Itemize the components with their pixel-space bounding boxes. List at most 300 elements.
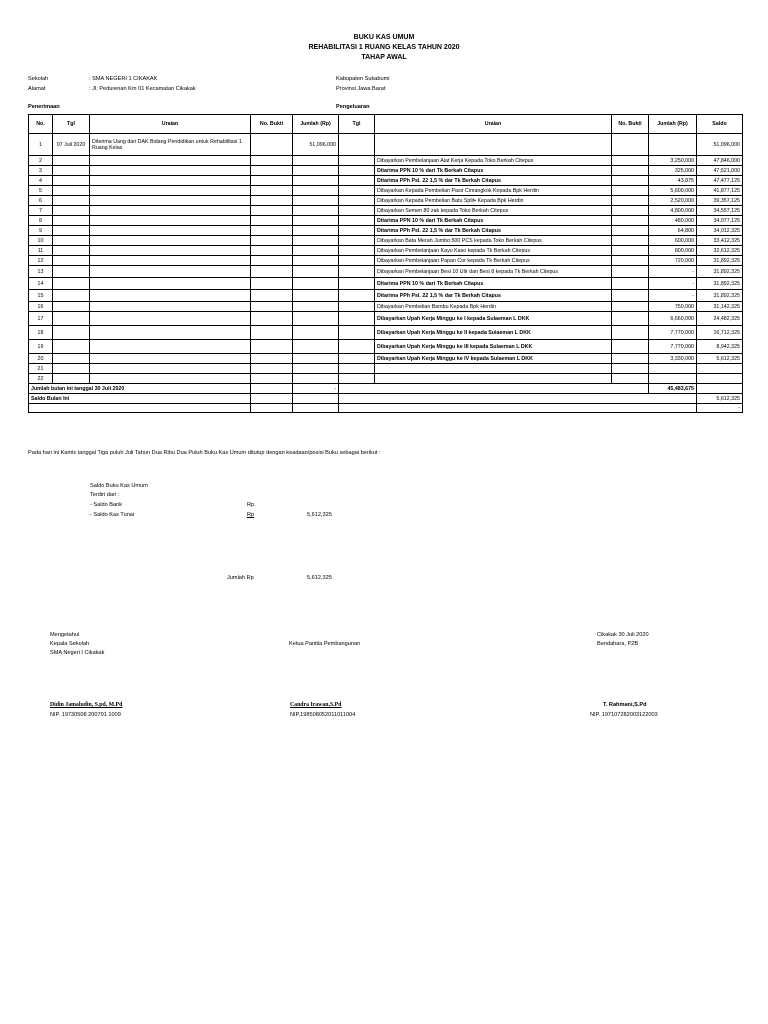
receipt-description [90,176,251,186]
table-row [29,374,743,384]
table-row [29,186,743,196]
kabupaten: Kabupaten Sukabumi [336,76,390,82]
expense-description: Ditarima PPN 10 % dari Tk Berkah Citapus [375,278,612,290]
expense-date [339,226,375,236]
saldo-tunai-rp [247,512,333,518]
table-header-row [29,115,743,134]
receipt-description [90,186,251,196]
receipt-date [53,340,90,354]
expense-proof-no [612,354,649,364]
row-number: 8 [29,216,53,226]
sig-left-line2: Kepala Sekolah [50,641,90,647]
table-row [29,278,743,290]
receipt-date [53,226,90,236]
receipt-date [53,256,90,266]
closing-statement: Pada hari ini Kamis tanggal Tiga puluh Juli Tahun Dua Ribu Dua Puluh Buku Kas Umum ditutup dengan keadaan/posisi Buku sebagai berikut : [28,450,381,456]
balance: 39,357,125 [697,196,743,206]
receipt-amount [293,236,339,246]
row-number: 13 [29,266,53,278]
expense-description [375,364,612,374]
column-header: Uraian [375,115,612,134]
balance: 47,477,125 [697,176,743,186]
expense-amount: 43,875 [649,176,697,186]
table-row [29,246,743,256]
expense-date [339,246,375,256]
sig-right-nip: NIP. 197107282003122003 [590,712,658,718]
receipt-description [90,354,251,364]
expense-proof-no [612,216,649,226]
trailing-empty [293,404,339,413]
receipt-proof-no [251,246,293,256]
receipt-date [53,176,90,186]
receipt-proof-no [251,156,293,166]
expense-date [339,340,375,354]
saldo-value: 5,612,325 [697,394,743,404]
jumlah-total-value: 5,612,325 [307,575,332,581]
expense-proof-no [612,266,649,278]
expense-proof-no [612,206,649,216]
column-header: Tgl [339,115,375,134]
receipt-date [53,186,90,196]
sekolah-value: : SMA NEGERI 1 CIKAKAK [89,76,158,82]
receipt-amount [293,290,339,302]
expense-description: Ditarima PPh Psl. 22 1,5 % dar Tk Berkah Citapus [375,290,612,302]
sig-mid-title: Ketua Panitia Pembangunan [289,641,361,647]
row-number: 15 [29,290,53,302]
expense-date [339,364,375,374]
expense-proof-no [612,196,649,206]
receipt-description [90,278,251,290]
receipt-proof-no [251,290,293,302]
receipt-proof-no [251,256,293,266]
table-row [29,354,743,364]
receipt-date [53,278,90,290]
balance [697,364,743,374]
receipt-proof-no [251,226,293,236]
expense-description: Dibayarkan Upah Kerja Minggu ke I kepada Sulaeman L DKK [375,312,612,326]
row-number: 12 [29,256,53,266]
row-number: 20 [29,354,53,364]
trailing-empty [339,404,697,413]
table-row [29,266,743,278]
row-number: 22 [29,374,53,384]
total-expense: 45,483,675 [649,384,697,394]
receipt-amount [293,166,339,176]
expense-proof-no [612,156,649,166]
jumlah-total-label: Jumlah Rp [227,575,254,581]
total-label: Jumlah bulan ini tanggal 30 Juli 2020 [29,384,251,394]
expense-amount [649,134,697,156]
receipt-description [90,216,251,226]
trailing-row [29,404,743,413]
table-row [29,156,743,166]
expense-date [339,206,375,216]
sig-right-line1: Cikakak 30 Juli 2020 [597,632,649,638]
table-row [29,206,743,216]
table-row [29,312,743,326]
receipt-amount [293,266,339,278]
receipt-proof-no [251,166,293,176]
receipt-proof-no [251,326,293,340]
row-number: 21 [29,364,53,374]
receipt-date [53,156,90,166]
table-row [29,290,743,302]
expense-description: Ditarima PPN 10 % dari Tk Berkah Citapus [375,216,612,226]
expense-date [339,176,375,186]
expense-proof-no [612,340,649,354]
saldo-row [29,394,743,404]
receipt-proof-no [251,302,293,312]
expense-date [339,374,375,384]
receipt-proof-no [251,236,293,246]
receipt-amount [293,302,339,312]
column-header: Uraian [90,115,251,134]
receipt-proof-no [251,266,293,278]
row-number: 10 [29,236,53,246]
receipt-amount [293,156,339,166]
balance: 16,712,325 [697,326,743,340]
balance: 34,077,125 [697,216,743,226]
saldo-tunai-label: - Saldo Kas Tunai [90,512,135,518]
terdiri-label: Terdiri dari : [90,492,120,498]
receipt-date [53,364,90,374]
expense-proof-no [612,176,649,186]
receipt-date [53,354,90,364]
receipt-description [90,266,251,278]
expense-proof-no [612,134,649,156]
table-row [29,166,743,176]
expense-date [339,216,375,226]
table-row [29,302,743,312]
receipt-amount [293,246,339,256]
sig-mid-name: Candra Irawan,S.Pd [290,702,342,708]
receipt-description [90,226,251,236]
expense-description: Dibayarkan Pembelanjaan Papan Cor kepada Tk Berkah Citepus [375,256,612,266]
doc-subtitle: REHABILITASI 1 RUANG KELAS TAHUN 2020 [308,44,460,51]
expense-proof-no [612,278,649,290]
receipt-date [53,246,90,256]
column-header: No. [29,115,53,134]
sig-left-line1: Mengetahui [50,632,80,638]
sig-left-name: Didin Jamaludin, S.pd, M.Pd [50,702,123,708]
expense-date [339,156,375,166]
expense-description: Dibayarkan Semen 80 zak kepada Toko Berkah Citepus [375,206,612,216]
receipt-proof-no [251,340,293,354]
row-number: 5 [29,186,53,196]
receipt-proof-no [251,196,293,206]
expense-proof-no [612,290,649,302]
expense-amount: 7,770,000 [649,340,697,354]
column-header: No. Bukti [612,115,649,134]
expense-date [339,302,375,312]
expense-date [339,354,375,364]
receipt-description [90,312,251,326]
table-row [29,134,743,156]
table-row [29,176,743,186]
expense-amount: 3,330,000 [649,354,697,364]
receipt-date [53,302,90,312]
expense-proof-no [612,312,649,326]
expense-date [339,186,375,196]
expense-description: Dibayarkan Kepada Pembelian Pasir Cimangkok Kepada Bpk Herdin [375,186,612,196]
expense-amount: 720,000 [649,256,697,266]
receipt-amount [293,256,339,266]
expense-amount: 480,000 [649,216,697,226]
expense-description: Dibayarkan Pembelanjaan Kayu Kaso kepada Tk Berkah Citepus [375,246,612,256]
table-row [29,340,743,354]
expense-proof-no [612,166,649,176]
alamat-label: Alamat [28,86,46,92]
receipt-amount [293,216,339,226]
expense-amount: 3,250,000 [649,156,697,166]
receipt-proof-no [251,186,293,196]
receipt-date [53,312,90,326]
column-header: Tgl [53,115,90,134]
balance: 31,892,325 [697,290,743,302]
receipt-description [90,236,251,246]
saldo-tunai-currency: Rp [247,512,255,518]
expense-description: Dibayarkan Bata Merah Jumbo 500 PCS kepada Toko Berkah Citepus [375,236,612,246]
balance: 31,142,325 [697,302,743,312]
receipt-description [90,156,251,166]
expense-proof-no [612,364,649,374]
receipt-description [90,290,251,302]
receipt-date [53,326,90,340]
receipt-description [90,326,251,340]
receipt-amount: 51,096,000 [293,134,339,156]
balance: 5,612,325 [697,354,743,364]
receipt-proof-no [251,278,293,290]
balance: 51,096,000 [697,134,743,156]
trailing-empty [29,404,251,413]
expense-description: Ditarima PPN 10 % dari Tk Berkah Citapus [375,166,612,176]
receipt-date [53,374,90,384]
balance: 34,557,125 [697,206,743,216]
table-row [29,236,743,246]
sig-left-line3: SMA Negeri I Cikakak [50,650,105,656]
row-number: 4 [29,176,53,186]
balance: 32,612,325 [697,246,743,256]
expense-date [339,134,375,156]
row-number: 7 [29,206,53,216]
expense-amount: 7,770,000 [649,326,697,340]
expense-amount: 325,000 [649,166,697,176]
balance: 24,482,325 [697,312,743,326]
expense-date [339,290,375,302]
row-number: 6 [29,196,53,206]
receipt-amount [293,176,339,186]
saldo-empty [339,394,697,404]
pengeluaran-label: Pengeluaran [336,104,370,110]
saldo-empty [251,394,293,404]
expense-date [339,236,375,246]
expense-amount [649,364,697,374]
row-number: 9 [29,226,53,236]
sig-left-nip: NIP. 19730508 200701 1009 [50,712,121,718]
row-number: 11 [29,246,53,256]
total-empty [251,384,293,394]
expense-description: Dibayarkan Pembelanjaan Alat Kerja Kepada Toko Berkah Citepus [375,156,612,166]
expense-date [339,256,375,266]
expense-description: Dibayarkan Upah Kerja Minggu ke II kepada Sulaeman L DKK [375,326,612,340]
balance: 34,012,325 [697,226,743,236]
balance: 47,521,000 [697,166,743,176]
receipt-amount [293,354,339,364]
doc-stage: TAHAP AWAL [361,54,407,61]
expense-amount: 4,800,000 [649,206,697,216]
receipt-description [90,256,251,266]
table-row [29,196,743,206]
table-row [29,226,743,236]
balance: 33,412,325 [697,236,743,246]
receipt-amount [293,278,339,290]
expense-description [375,374,612,384]
sig-right-name: T. Rahmani,S.Pd [603,702,647,708]
table-row [29,326,743,340]
expense-date [339,326,375,340]
receipt-date: 07 Juli 2020 [53,134,90,156]
receipt-date [53,236,90,246]
column-header: Saldo [697,115,743,134]
row-number: 2 [29,156,53,166]
receipt-date [53,166,90,176]
expense-date [339,312,375,326]
receipt-amount [293,186,339,196]
receipt-amount [293,312,339,326]
expense-proof-no [612,302,649,312]
row-number: 18 [29,326,53,340]
expense-description: Ditarima PPh Psl. 22 1,5 % dar Tk Berkah Citapus [375,176,612,186]
expense-amount: - [649,278,697,290]
expense-description: Dibayarkan Upah Kerja Minggu ke IV kepada Sulaeman L DKK [375,354,612,364]
total-row [29,384,743,394]
row-number: 17 [29,312,53,326]
receipt-date [53,206,90,216]
expense-description [375,134,612,156]
provinsi: Provinsi Jawa Barat [336,86,386,92]
receipt-description [90,374,251,384]
receipt-amount [293,374,339,384]
receipt-amount [293,326,339,340]
expense-proof-no [612,236,649,246]
trailing-dash: - [697,404,743,413]
expense-amount: 6,660,000 [649,312,697,326]
expense-description: Ditarima PPh Psl. 22 1,5 % dar Tk Berkah Citapus [375,226,612,236]
expense-date [339,278,375,290]
receipt-amount [293,340,339,354]
sig-mid-nip: NIP.198508052011011004 [290,712,356,718]
table-row [29,216,743,226]
receipt-proof-no [251,364,293,374]
balance: 31,892,325 [697,256,743,266]
receipt-proof-no [251,216,293,226]
receipt-amount [293,196,339,206]
receipt-amount [293,364,339,374]
column-header: No. Bukti [251,115,293,134]
row-number: 14 [29,278,53,290]
expense-proof-no [612,326,649,340]
total-receipt: - [293,384,339,394]
receipt-proof-no [251,312,293,326]
column-header: Jumlah (Rp) [293,115,339,134]
receipt-description [90,246,251,256]
expense-amount: 600,000 [649,236,697,246]
expense-date [339,196,375,206]
receipt-description [90,196,251,206]
row-number: 19 [29,340,53,354]
receipt-date [53,290,90,302]
receipt-amount [293,206,339,216]
receipt-date [53,196,90,206]
receipt-description [90,206,251,216]
saldo-bank-label: - Saldo Bank [90,502,123,508]
receipt-proof-no [251,134,293,156]
expense-proof-no [612,374,649,384]
column-header: Jumlah (Rp) [649,115,697,134]
expense-proof-no [612,246,649,256]
expense-date [339,166,375,176]
receipt-proof-no [251,354,293,364]
row-number: 16 [29,302,53,312]
balance: 31,892,325 [697,266,743,278]
expense-amount: 2,520,000 [649,196,697,206]
table-row [29,364,743,374]
expense-description: Dibayarkan Pembelian Bambu Kepada Bpk Herdin [375,302,612,312]
receipt-proof-no [251,206,293,216]
expense-amount: 5,600,000 [649,186,697,196]
saldo-bank-rp: Rp. [247,502,256,508]
expense-amount: 64,800 [649,226,697,236]
receipt-amount [293,226,339,236]
expense-proof-no [612,256,649,266]
total-empty [339,384,649,394]
expense-proof-no [612,186,649,196]
expense-amount [649,374,697,384]
receipt-proof-no [251,374,293,384]
table-row [29,256,743,266]
saldo-buku-label: Saldo Buku Kas Umum [90,483,148,489]
saldo-empty [293,394,339,404]
expense-amount: 750,000 [649,302,697,312]
receipt-proof-no [251,176,293,186]
receipt-date [53,216,90,226]
saldo-label: Saldo Bulan Ini [29,394,251,404]
balance: 47,846,000 [697,156,743,166]
doc-title: BUKU KAS UMUM [353,34,415,41]
balance: 31,892,325 [697,278,743,290]
balance: 8,942,325 [697,340,743,354]
sig-right-line2: Bendahara, P2B [597,641,639,647]
sekolah-label: Sekolah [28,76,49,82]
expense-amount: - [649,266,697,278]
expense-proof-no [612,226,649,236]
row-number: 1 [29,134,53,156]
expense-description: Dibayarkan Kepada Pembelian Batu Split▪ Kepada Bpk Herdin [375,196,612,206]
balance: 41,877,125 [697,186,743,196]
ledger-table [28,114,743,413]
total-balance [697,384,743,394]
saldo-tunai-value: 5,612,325 [307,512,332,518]
expense-date [339,266,375,278]
receipt-date [53,266,90,278]
alamat-value: : Jl. Pedurenan Km 01 Kecamatan Cikakak [89,86,196,92]
receipt-description [90,166,251,176]
expense-description: Dibayarkan Pembelanjaan Besi 10 Ulir dan Besi 8 kepada Tk Berkah Citepus [375,266,612,278]
trailing-empty [251,404,293,413]
balance [697,374,743,384]
expense-amount: 800,000 [649,246,697,256]
receipt-description [90,364,251,374]
